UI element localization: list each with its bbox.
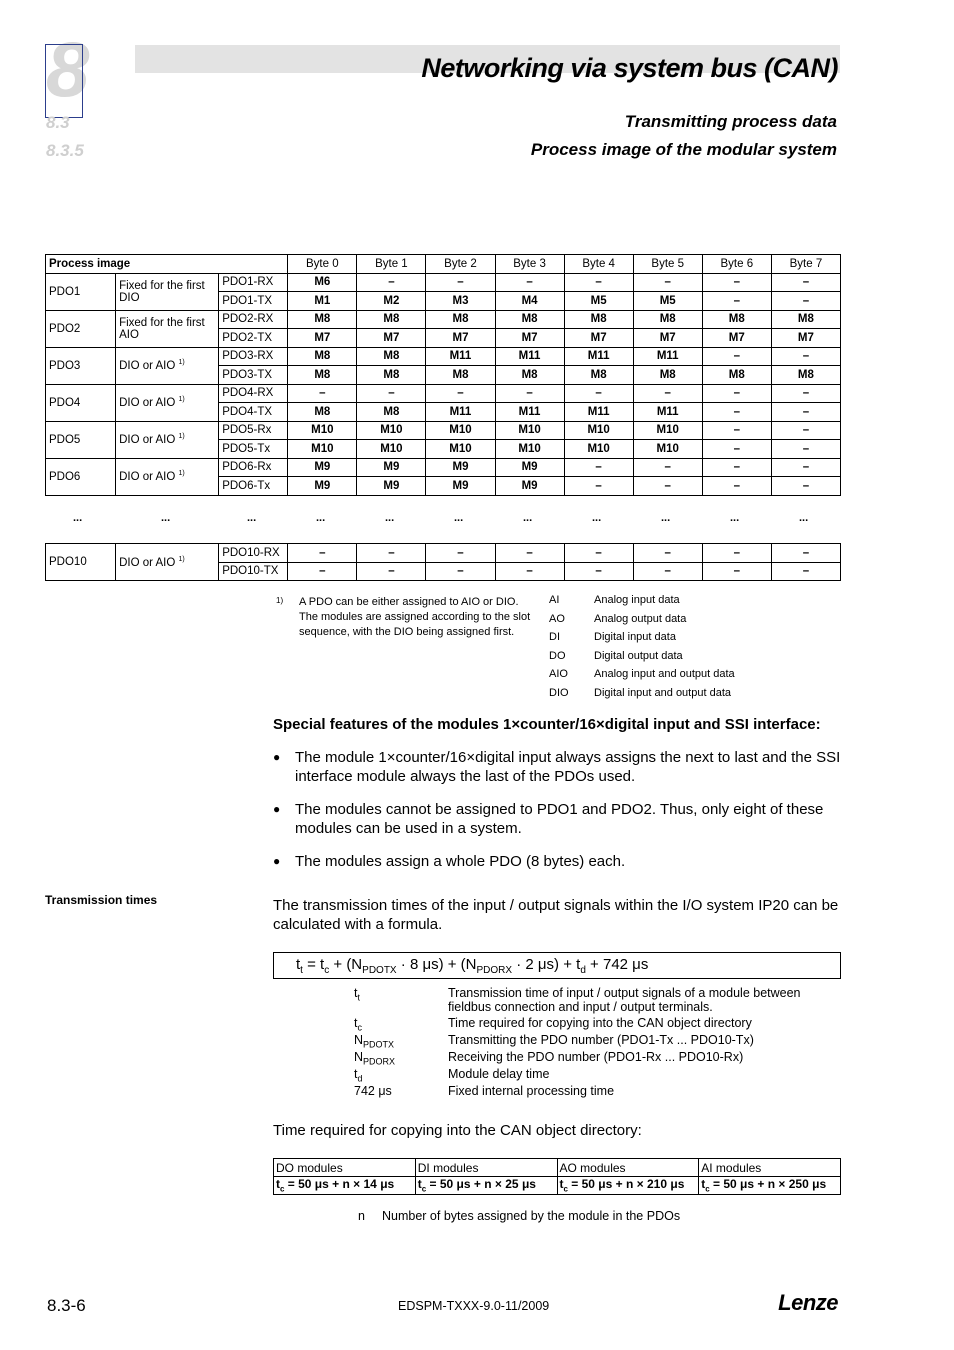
document-code: EDSPM-TXXX-9.0-11/2009 <box>398 1299 550 1313</box>
n-key: n <box>358 1209 365 1223</box>
byte-cell: M8 <box>702 366 771 385</box>
ellipsis: ... <box>247 512 257 524</box>
byte-cell: – <box>702 347 771 366</box>
byte-cell: M11 <box>426 347 495 366</box>
table-row <box>46 384 841 403</box>
byte-cell: – <box>702 292 771 311</box>
copy-time-value-cell <box>557 1177 699 1195</box>
byte-cell: M8 <box>426 310 495 329</box>
formula-sub: d <box>580 965 586 976</box>
formula-part: · 2 μs) + t <box>512 956 581 973</box>
abbreviation-value: Analog input data <box>594 594 680 606</box>
byte-cell: – <box>771 273 840 292</box>
special-features-list <box>273 748 843 885</box>
abbreviation-value: Analog input and output data <box>594 668 735 681</box>
legend-symbol <box>354 1016 448 1033</box>
legend-symbol-base: N <box>354 1033 364 1047</box>
byte-cell: M9 <box>426 458 495 477</box>
byte-cell: M8 <box>633 310 702 329</box>
pdo-cell: PDO6 <box>46 458 116 495</box>
legend-symbol-base: t <box>354 1067 358 1081</box>
pdo-cell: PDO5 <box>46 421 116 458</box>
pdo-desc-cell <box>116 421 219 458</box>
pdo-name-cell: PDO5-Rx <box>219 421 288 440</box>
legend-description: Receiving the PDO number (PDO1-Rx ... PDO10-Rx) <box>448 1050 744 1064</box>
byte-cell: – <box>633 273 702 292</box>
table-row <box>46 310 841 329</box>
byte-cell: M10 <box>495 421 564 440</box>
byte-cell: M9 <box>426 477 495 496</box>
byte-cell: – <box>771 440 840 459</box>
ellipsis: ... <box>661 512 671 524</box>
pdo-cell: PDO2 <box>46 310 116 347</box>
legend-symbol <box>354 1050 448 1067</box>
legend-description: Transmitting the PDO number (PDO1-Tx ... PDO10-Tx) <box>448 1033 754 1047</box>
byte-cell: – <box>771 544 840 563</box>
formula-value: = 50 μs + n × 25 μs <box>426 1177 536 1192</box>
byte-cell: M10 <box>564 421 633 440</box>
legend-symbol-sub: d <box>357 1073 363 1084</box>
byte-cell: M11 <box>633 403 702 422</box>
pdo-cell: PDO1 <box>46 273 116 310</box>
legend-symbol <box>354 1067 448 1084</box>
byte-cell: – <box>771 421 840 440</box>
subsection-number: 8.3.5 <box>46 141 84 160</box>
pdo-desc: DIO or AIO <box>119 556 176 569</box>
byte-cell: – <box>495 544 564 563</box>
abbreviation-value: Analog output data <box>594 612 687 625</box>
pdo-desc: DIO or AIO <box>119 359 176 372</box>
byte-cell: M10 <box>357 440 426 459</box>
byte-cell: – <box>633 477 702 496</box>
list-item: ● The module 1×counter/16×digital input always assigns the next to last and the SSI interface module always the last of the PDOs used. <box>273 748 843 786</box>
byte-cell: M7 <box>426 329 495 348</box>
byte-cell: – <box>564 273 633 292</box>
n-note-text: Number of bytes assigned by the module in the PDOs <box>382 1209 681 1223</box>
byte-cell: M9 <box>357 458 426 477</box>
formula-part: = t <box>302 956 325 973</box>
legend-description: Transmission time of input / output signals of a module between fieldbus connection and input / output terminals. <box>448 986 801 1014</box>
byte-cell: M8 <box>495 366 564 385</box>
legend-item <box>354 1084 828 1101</box>
byte-cell: M9 <box>495 477 564 496</box>
byte-cell: M7 <box>771 329 840 348</box>
byte-cell: – <box>564 458 633 477</box>
byte-cell: – <box>357 273 426 292</box>
byte-cell: M10 <box>288 421 357 440</box>
byte-cell: M11 <box>633 347 702 366</box>
abbreviation-item <box>549 668 735 687</box>
legend-description: Time required for copying into the CAN object directory <box>448 1016 752 1030</box>
byte-cell: – <box>633 562 702 581</box>
abbreviation-key: DIO <box>549 686 569 699</box>
table-row <box>46 273 841 292</box>
byte-cell: M8 <box>702 310 771 329</box>
byte-cell: M9 <box>495 458 564 477</box>
pdo-name-cell: PDO3-TX <box>219 366 288 385</box>
ellipsis: ... <box>161 512 171 524</box>
abbreviation-key: DI <box>549 631 560 644</box>
section-title: Transmitting process data <box>624 112 837 131</box>
formula-symbol: t <box>559 1177 564 1192</box>
byte-cell: – <box>564 544 633 563</box>
table-row <box>46 347 841 366</box>
header-cell: Byte 1 <box>357 255 426 274</box>
byte-cell: M8 <box>357 347 426 366</box>
byte-cell: – <box>771 458 840 477</box>
byte-cell: M8 <box>564 310 633 329</box>
byte-cell: M7 <box>288 329 357 348</box>
legend-description: Module delay time <box>448 1067 550 1081</box>
process-image-table-last <box>45 543 841 581</box>
byte-cell: M8 <box>564 366 633 385</box>
pdo-desc: Fixed for the first AIO <box>119 316 205 341</box>
formula-sub: c <box>324 965 330 976</box>
legend-symbol <box>354 986 448 1016</box>
footnote-ref: 1) <box>178 433 185 441</box>
byte-cell: M10 <box>495 440 564 459</box>
byte-cell: – <box>771 403 840 422</box>
pdo-desc: DIO or AIO <box>119 396 176 409</box>
ellipsis: ... <box>523 512 533 524</box>
footnote-ref: 1) <box>178 396 185 404</box>
copy-time-value-cell <box>699 1177 841 1195</box>
formula-legend <box>354 986 828 1101</box>
legend-item <box>354 1033 828 1050</box>
abbreviation-value: Digital input data <box>594 631 676 644</box>
formula-sub: c <box>563 1184 568 1194</box>
legend-symbol <box>354 1033 448 1050</box>
pdo-name-cell: PDO1-TX <box>219 292 288 311</box>
byte-cell: – <box>288 562 357 581</box>
list-item: ● The modules cannot be assigned to PDO1 and PDO2. Thus, only eight of these modules can be used in a system. <box>273 800 843 838</box>
byte-cell: – <box>702 458 771 477</box>
pdo-cell: PDO4 <box>46 384 116 421</box>
byte-cell: – <box>564 562 633 581</box>
byte-cell: M8 <box>633 366 702 385</box>
formula-value: = 50 μs + n × 210 μs <box>567 1177 685 1192</box>
footnote-ref: 1) <box>178 359 185 367</box>
byte-cell: – <box>633 384 702 403</box>
formula-part: + 742 μs <box>585 956 649 973</box>
pdo-name-cell: PDO4-TX <box>219 403 288 422</box>
abbreviation-key: AO <box>549 612 565 625</box>
byte-cell: – <box>771 347 840 366</box>
byte-cell: – <box>702 477 771 496</box>
byte-cell: M8 <box>288 366 357 385</box>
legend-item <box>354 986 828 1016</box>
abbreviation-item <box>549 687 735 706</box>
header-cell: Byte 0 <box>288 255 357 274</box>
byte-cell: M5 <box>633 292 702 311</box>
byte-cell: M8 <box>288 310 357 329</box>
byte-cell: – <box>702 440 771 459</box>
copy-time-header-cell: DO modules <box>274 1159 416 1177</box>
byte-cell: – <box>495 562 564 581</box>
legend-symbol-sub: PDORX <box>363 1056 396 1067</box>
copy-time-header-row <box>274 1159 841 1177</box>
byte-cell: M8 <box>771 366 840 385</box>
byte-cell: M10 <box>564 440 633 459</box>
copy-time-text: Time required for copying into the CAN object directory: <box>273 1122 642 1139</box>
byte-cell: M9 <box>357 477 426 496</box>
byte-cell: M8 <box>288 347 357 366</box>
byte-cell: – <box>771 477 840 496</box>
legend-item <box>354 1016 828 1033</box>
copy-time-header-cell: DI modules <box>415 1159 557 1177</box>
byte-cell: – <box>426 273 495 292</box>
pdo-name-cell: PDO6-Rx <box>219 458 288 477</box>
header-cell: Byte 3 <box>495 255 564 274</box>
abbreviation-item <box>549 613 735 632</box>
pdo-cell: PDO10 <box>46 544 116 581</box>
byte-cell: – <box>288 544 357 563</box>
byte-cell: M11 <box>495 403 564 422</box>
table-row <box>46 458 841 477</box>
formula-value: = 50 μs + n × 250 μs <box>709 1177 827 1192</box>
byte-cell: – <box>702 273 771 292</box>
byte-cell: M10 <box>633 440 702 459</box>
ellipsis: ... <box>316 512 326 524</box>
abbreviation-item <box>549 650 735 669</box>
chapter-number: 8 <box>46 25 90 113</box>
header-cell: Process image <box>46 255 288 274</box>
header-cell: Byte 6 <box>702 255 771 274</box>
abbreviation-value: Digital output data <box>594 649 683 662</box>
legend-symbol-base: N <box>354 1050 364 1064</box>
header-cell: Byte 2 <box>426 255 495 274</box>
byte-cell: M10 <box>288 440 357 459</box>
byte-cell: – <box>426 562 495 581</box>
formula-sub: c <box>280 1184 285 1194</box>
chapter-box <box>45 44 83 118</box>
pdo-name-cell: PDO2-RX <box>219 310 288 329</box>
byte-cell: – <box>357 562 426 581</box>
pdo-desc: DIO or AIO <box>119 433 176 446</box>
byte-cell: M8 <box>357 403 426 422</box>
footnote-ref: 1) <box>178 555 185 563</box>
byte-cell: – <box>702 403 771 422</box>
byte-cell: M11 <box>564 403 633 422</box>
formula-sub: t <box>300 965 303 976</box>
byte-cell: M8 <box>771 310 840 329</box>
byte-cell: M7 <box>357 329 426 348</box>
byte-cell: M3 <box>426 292 495 311</box>
byte-cell: – <box>564 477 633 496</box>
process-image-table <box>45 254 841 496</box>
byte-cell: M11 <box>564 347 633 366</box>
pdo-name-cell: PDO2-TX <box>219 329 288 348</box>
formula-part: + (N <box>329 956 363 973</box>
byte-cell: M6 <box>288 273 357 292</box>
list-item: ● The modules assign a whole PDO (8 bytes) each. <box>273 852 843 871</box>
byte-cell: M8 <box>357 310 426 329</box>
pdo-name-cell: PDO10-RX <box>219 544 288 563</box>
legend-item <box>354 1067 828 1084</box>
byte-cell: M7 <box>495 329 564 348</box>
footnote-ref: 1) <box>178 470 185 478</box>
ellipsis: ... <box>73 512 83 524</box>
legend-symbol <box>354 1084 448 1101</box>
pdo-desc-cell <box>116 273 219 310</box>
copy-time-value-row <box>274 1177 841 1195</box>
table-row <box>46 421 841 440</box>
legend-symbol-sub: c <box>357 1022 362 1033</box>
byte-cell: M8 <box>426 366 495 385</box>
pdo-desc-cell <box>116 347 219 384</box>
legend-description: Fixed internal processing time <box>448 1084 615 1098</box>
transmission-times-text: The transmission times of the input / output signals within the I/O system IP20 can be calculated with a formula. <box>273 897 839 933</box>
abbreviation-item <box>549 594 735 613</box>
special-features-heading: Special features of the modules 1×counter/16×digital input and SSI interface: <box>273 716 821 733</box>
subsection-title: Process image of the modular system <box>530 140 837 159</box>
byte-cell: – <box>495 273 564 292</box>
pdo-desc: Fixed for the first DIO <box>119 279 205 304</box>
legend-symbol-base: 742 μs <box>354 1084 392 1098</box>
byte-cell: M5 <box>564 292 633 311</box>
byte-cell: – <box>288 384 357 403</box>
byte-cell: – <box>702 562 771 581</box>
transmission-formula <box>273 952 841 979</box>
byte-cell: M7 <box>702 329 771 348</box>
byte-cell: – <box>771 562 840 581</box>
page-number: 8.3-6 <box>47 1296 86 1315</box>
byte-cell: – <box>426 384 495 403</box>
pdo-desc-cell <box>116 458 219 495</box>
table-row <box>46 544 841 563</box>
pdo-name-cell: PDO10-TX <box>219 562 288 581</box>
ellipsis: ... <box>454 512 464 524</box>
legend-symbol-sub: t <box>357 992 360 1003</box>
legend-symbol-base: t <box>354 1016 358 1030</box>
byte-cell: M7 <box>564 329 633 348</box>
formula-sub: PDOTX <box>362 965 397 976</box>
formula-symbol: t <box>417 1177 422 1192</box>
pdo-name-cell: PDO4-RX <box>219 384 288 403</box>
legend-symbol-base: t <box>354 986 358 1000</box>
byte-cell: – <box>633 544 702 563</box>
legend-item <box>354 1050 828 1067</box>
abbreviation-list <box>549 594 735 706</box>
header-cell: Byte 7 <box>771 255 840 274</box>
pdo-cell: PDO3 <box>46 347 116 384</box>
byte-cell: M11 <box>426 403 495 422</box>
ellipsis: ... <box>385 512 395 524</box>
byte-cell: – <box>426 544 495 563</box>
formula-part: · 8 μs) + (N <box>396 956 477 973</box>
byte-cell: M10 <box>426 440 495 459</box>
abbreviation-key: DO <box>549 649 566 662</box>
header-cell: Byte 5 <box>633 255 702 274</box>
abbreviation-key: AI <box>549 594 560 606</box>
copy-time-header-cell: AO modules <box>557 1159 699 1177</box>
byte-cell: M8 <box>288 403 357 422</box>
formula-symbol: t <box>701 1177 706 1192</box>
pdo-name-cell: PDO6-Tx <box>219 477 288 496</box>
byte-cell: – <box>702 421 771 440</box>
byte-cell: M11 <box>495 347 564 366</box>
formula-value: = 50 μs + n × 14 μs <box>284 1177 395 1192</box>
formula-sub: c <box>421 1184 427 1194</box>
byte-cell: M8 <box>495 310 564 329</box>
copy-time-header-cell: AI modules <box>699 1159 841 1177</box>
section-number: 8.3 <box>46 113 70 132</box>
byte-cell: M10 <box>633 421 702 440</box>
copy-time-value-cell <box>415 1177 557 1195</box>
byte-cell: – <box>633 458 702 477</box>
n-note <box>358 1209 680 1223</box>
byte-cell: – <box>702 544 771 563</box>
pdo-name-cell: PDO3-RX <box>219 347 288 366</box>
byte-cell: M1 <box>288 292 357 311</box>
abbreviation-key: AIO <box>549 668 568 681</box>
ellipsis: ... <box>799 512 809 524</box>
byte-cell: M9 <box>288 458 357 477</box>
pdo-name-cell: PDO1-RX <box>219 273 288 292</box>
byte-cell: M7 <box>633 329 702 348</box>
copy-time-table <box>273 1158 841 1195</box>
byte-cell: M10 <box>426 421 495 440</box>
ellipsis: ... <box>730 512 740 524</box>
byte-cell: M9 <box>288 477 357 496</box>
byte-cell: M4 <box>495 292 564 311</box>
pdo-desc-cell <box>116 544 219 581</box>
legend-symbol-sub: PDOTX <box>363 1039 395 1050</box>
pdo-desc-cell <box>116 384 219 421</box>
byte-cell: – <box>357 384 426 403</box>
page-title: Networking via system bus (CAN) <box>421 53 838 83</box>
pdo-desc-cell <box>116 310 219 347</box>
pdo-name-cell: PDO5-Tx <box>219 440 288 459</box>
formula-part: t <box>296 956 301 973</box>
byte-cell: – <box>495 384 564 403</box>
formula-symbol: t <box>276 1177 280 1192</box>
pdo-desc: DIO or AIO <box>119 470 176 483</box>
byte-cell: – <box>564 384 633 403</box>
table-header-row <box>46 255 841 274</box>
formula-sub: PDORX <box>476 965 513 976</box>
byte-cell: – <box>357 544 426 563</box>
transmission-times-label: Transmission times <box>45 893 158 907</box>
footnote-mark: 1) <box>276 596 284 605</box>
byte-cell: – <box>702 384 771 403</box>
ellipsis: ... <box>592 512 602 524</box>
header-cell: Byte 4 <box>564 255 633 274</box>
brand-logo: Lenze <box>778 1290 838 1315</box>
formula-sub: c <box>705 1184 710 1194</box>
byte-cell: – <box>771 292 840 311</box>
copy-time-value-cell <box>274 1177 416 1195</box>
abbreviation-item <box>549 631 735 650</box>
footnote-text: A PDO can be either assigned to AIO or DIO. The modules are assigned according to the slot sequence, with the DIO being assigned first. <box>299 596 531 638</box>
byte-cell: M10 <box>357 421 426 440</box>
byte-cell: M8 <box>357 366 426 385</box>
byte-cell: – <box>771 384 840 403</box>
byte-cell: M2 <box>357 292 426 311</box>
abbreviation-value: Digital input and output data <box>594 686 731 699</box>
